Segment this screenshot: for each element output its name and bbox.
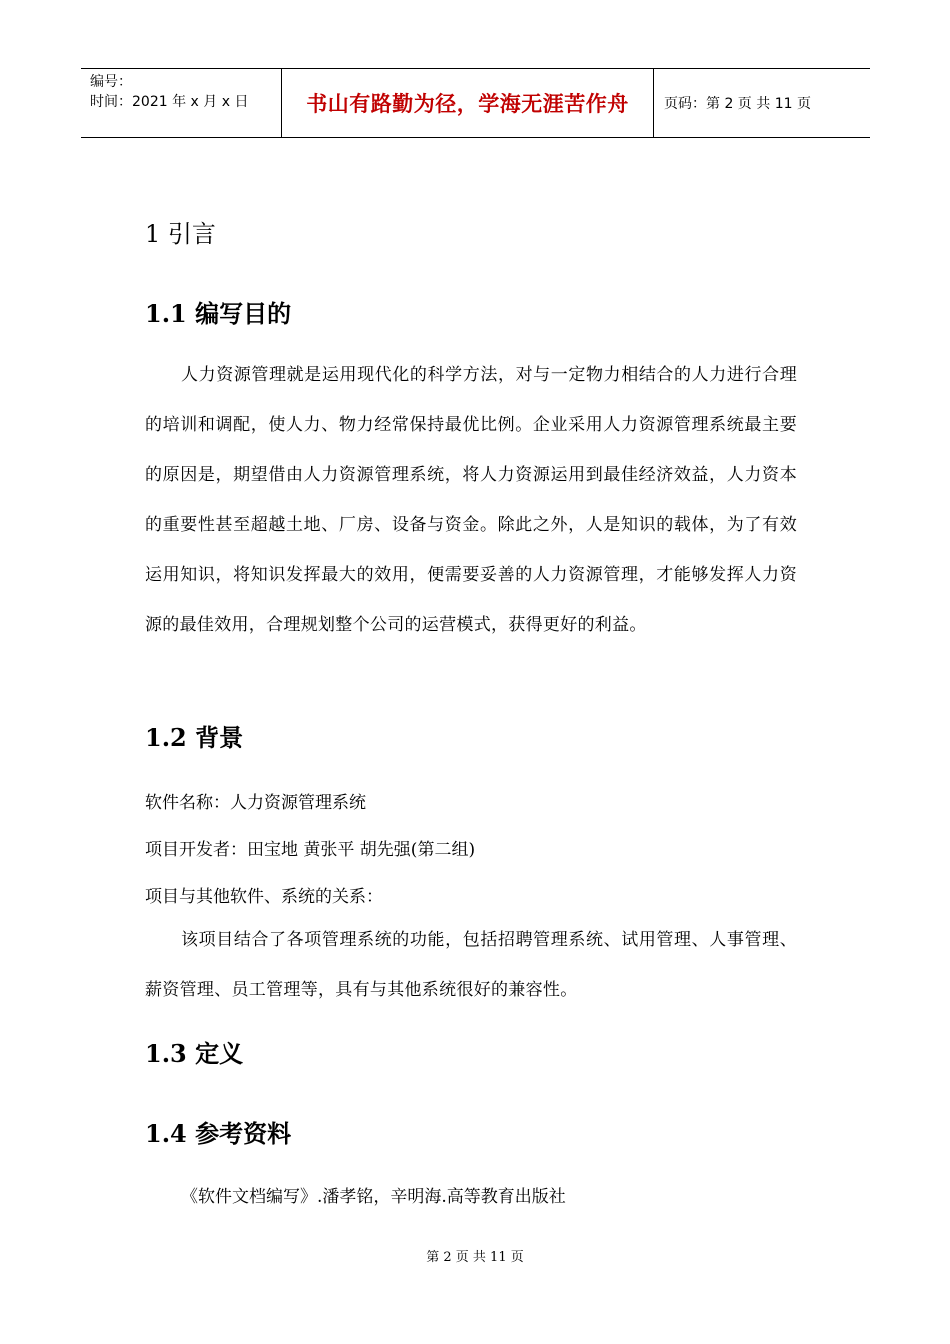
section-1-1-paragraph: 人力资源管理就是运用现代化的科学方法，对与一定物力相结合的人力进行合理的培训和调配，使人力、物力经常保持最优比例。企业采用人力资源管理系统最主要的原因是，期望借由人力资源管理系统，将人力资源运用到最佳经济效益，人力资本的重要性甚至超越土地、厂房、设备与资金。除此之外，人是知识的载体，为了有效运用知识，将知识发挥最大的效用，便需要妥善的人力资源管理，才能够发挥人力资源的最佳效用，合理规划整个公司的运营模式，获得更好的利益。 — [145, 365, 797, 635]
section-1-1-heading: 1.1 编写目的 — [145, 299, 292, 328]
page-header-table — [81, 68, 870, 138]
section-1-2-heading: 1.2 背景 — [145, 723, 244, 752]
software-name-line: 软件名称：人力资源管理系统 — [145, 793, 366, 813]
document-number-label: 编号： — [90, 74, 132, 90]
header-meta-cell — [81, 69, 281, 137]
section-1-heading: 1 引言 — [145, 220, 216, 248]
section-1-3-heading: 1.3 定义 — [145, 1039, 244, 1068]
developers-line: 项目开发者：田宝地 黄张平 胡先强(第二组) — [145, 840, 476, 860]
section-1-2-paragraph: 该项目结合了各项管理系统的功能，包括招聘管理系统、试用管理、人事管理、薪资管理、员工管理等，具有与其他系统很好的兼容性。 — [145, 930, 797, 1000]
section-1-4-heading: 1.4 参考资料 — [145, 1119, 292, 1148]
page-footer: 第 2 页 共 11 页 — [426, 1250, 524, 1265]
reference-line: 《软件文档编写》.潘孝铭，辛明海.高等教育出版社 — [181, 1187, 566, 1207]
header-page-info: 页码：第 2 页 共 11 页 — [664, 96, 811, 112]
header-motto: 书山有路勤为径，学海无涯苦作舟 — [281, 69, 654, 137]
document-date-label: 时间：2021 年 x 月 x 日 — [90, 94, 249, 110]
relation-label-line: 项目与其他软件、系统的关系： — [145, 887, 383, 907]
